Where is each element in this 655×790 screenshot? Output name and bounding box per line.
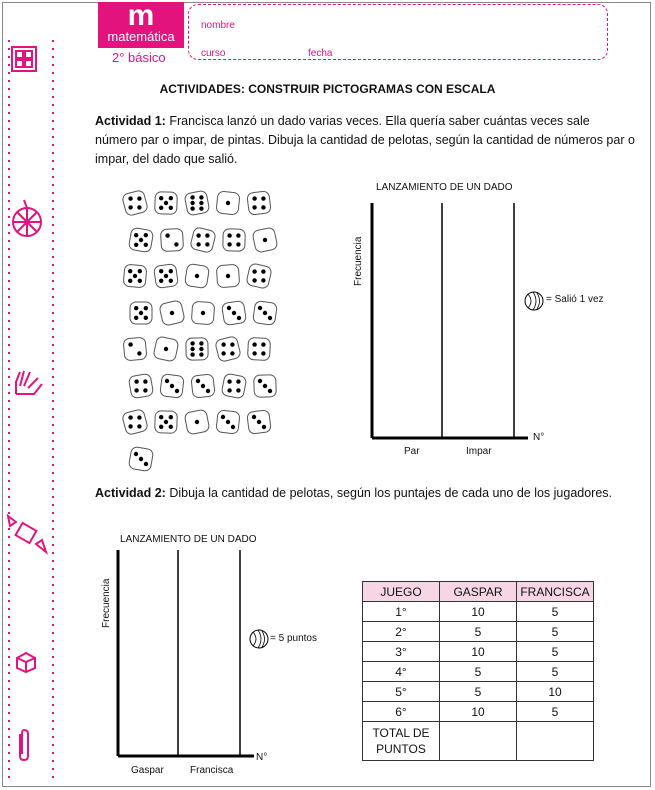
table-cell: 3° [363,642,440,662]
die-15 [246,263,272,289]
table-cell: 4° [363,662,440,682]
table-cell: 5 [517,622,594,642]
table-header-row [363,582,594,602]
chart1-axes [365,195,535,445]
die-8 [190,227,216,253]
logo-letter: m [127,0,155,32]
total-francisca-cell[interactable] [517,722,594,761]
table-cell: 5° [363,682,440,702]
table-cell: 5 [440,682,517,702]
table-row [363,702,594,722]
dice-grid [120,190,280,448]
name-field-label: nombre [201,20,235,31]
chart2-axes [112,546,262,760]
grid-icon [10,45,38,73]
die-13 [184,263,210,289]
die-33 [184,409,210,435]
ball-icon [523,290,547,312]
candy-icon [4,512,50,556]
die-23 [184,336,210,362]
table-cell: 1° [363,602,440,622]
ball-icon-2 [248,628,272,650]
total-gaspar-cell[interactable] [440,722,517,761]
dotted-margin-right [52,40,54,780]
table-cell: 5 [517,642,594,662]
table-header: JUEGO [363,582,440,602]
die-16 [128,300,154,326]
activity1-body: Francisca lanzó un dado varias veces. Ella quería saber cuántas veces sale número par o impar, de pintas. Dibuja la cantidad de pelotas, según la cantidad de números par o impar, del dado que salió. [95,114,635,166]
table-cell: 10 [517,682,594,702]
clip-icon [14,728,34,762]
activity1-label: Actividad 1: [95,114,166,128]
die-31 [122,409,148,435]
die-5 [246,190,272,216]
die-27 [159,373,185,399]
die-9 [221,227,247,253]
total-label [363,722,440,761]
table-row [363,622,594,642]
die-14 [215,263,241,289]
course-field-label: curso [201,48,226,59]
chart1-cat-impar: Impar [466,446,492,457]
logo-subject: matemática [107,29,175,44]
die-32 [153,409,179,435]
table-row [363,642,594,662]
activity2-body: Dibuja la cantidad de pelotas, según los puntajes de cada uno de los jugadores. [169,486,613,500]
die-12 [153,263,179,289]
chart1-xlabel: N° [533,432,545,443]
activity2-label: Actividad 2: [95,486,166,500]
chart2-legend: = 5 puntos [270,633,317,644]
die-20 [252,300,278,326]
die-18 [190,300,216,326]
total-label-line2: PUNTOS [376,742,426,756]
date-field-label: fecha [308,48,333,59]
chart2-ylabel: Frecuencia [101,578,112,628]
die-21 [122,336,148,362]
hand-icon [12,368,46,398]
die-10 [252,227,278,253]
die-19 [221,300,247,326]
table-cell: 5 [517,702,594,722]
chart1-title: LANZAMIENTO DE UN DADO [376,182,513,193]
chart1-ylabel: Frecuencia [353,236,364,286]
die-17 [159,300,185,326]
logo [98,2,184,48]
table-header: GASPAR [440,582,517,602]
die-35 [246,409,272,435]
wheel-icon [10,198,44,242]
die-11 [122,263,148,289]
activity2-text [95,484,635,503]
total-label-line1: TOTAL DE [372,726,430,740]
table-cell: 10 [440,702,517,722]
die-28 [190,373,216,399]
chart1-legend: = Salió 1 vez [546,294,604,305]
cube-icon [14,650,38,674]
die-30 [252,373,278,399]
table-header: FRANCISCA [517,582,594,602]
die-34 [215,409,241,435]
die-6 [128,227,154,253]
table-cell: 10 [440,642,517,662]
chart1-cat-par: Par [404,446,420,457]
table-row [363,602,594,622]
table-cell: 5 [440,662,517,682]
die-26 [128,373,154,399]
scores-table [362,581,594,761]
die-2 [153,190,179,216]
table-cell: 5 [517,602,594,622]
grade-label: 2° básico [112,50,166,65]
page-title: ACTIVIDADES: CONSTRUIR PICTOGRAMAS CON ESCALA [159,82,496,96]
die-1 [122,190,148,216]
die-25 [246,336,272,362]
table-cell: 2° [363,622,440,642]
table-total-row [363,722,594,761]
chart2-xlabel: N° [256,752,268,763]
table-cell: 6° [363,702,440,722]
die-24 [215,336,241,362]
table-row [363,682,594,702]
die-3 [184,190,210,216]
die-36 [128,446,154,472]
die-22 [153,336,179,362]
dotted-margin-left [8,40,10,780]
chart2-cat-gaspar: Gaspar [131,765,164,776]
die-29 [221,373,247,399]
die-7 [159,227,185,253]
table-cell: 10 [440,602,517,622]
die-4 [215,190,241,216]
table-cell: 5 [517,662,594,682]
chart2-title: LANZAMIENTO DE UN DADO [120,534,257,545]
activity1-text [95,112,635,169]
table-cell: 5 [440,622,517,642]
table-row [363,662,594,682]
header-box [188,4,608,60]
chart2-cat-francisca: Francisca [190,765,234,776]
